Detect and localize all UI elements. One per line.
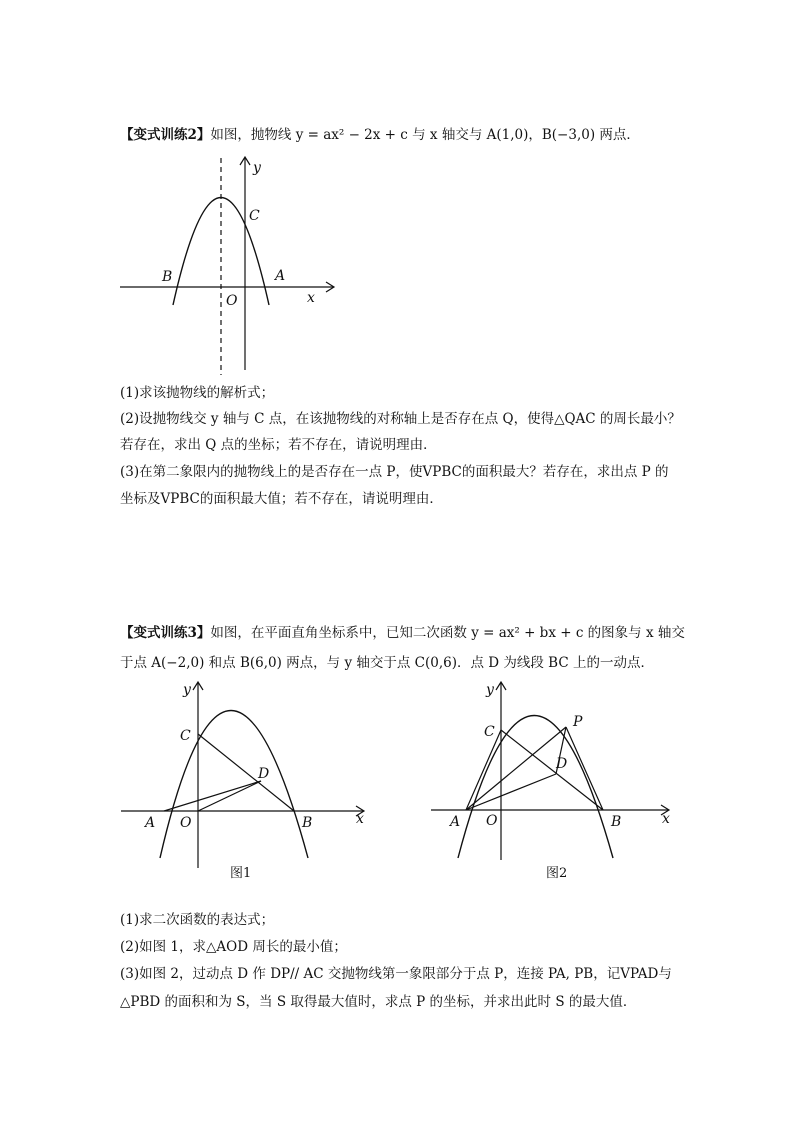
problem2-intro-line: [120, 126, 640, 144]
label-A: A: [145, 815, 156, 831]
problem3-tag: 【变式训练3】: [120, 625, 211, 641]
segment-PB: [566, 727, 603, 810]
problem2-q3a: (3)在第二象限内的抛物线上的是否存在一点 P，使VPBC的面积最大？若存在，求出点 P 的: [120, 464, 669, 480]
problem2-q1: (1)求该抛物线的解析式；: [120, 385, 275, 401]
label-y: y: [253, 160, 261, 176]
segment-CB: [501, 730, 603, 810]
problem3-intro-a: 如图，在平面直角坐标系中，已知二次函数 y = ax² + bx + c 的图象与 x 轴交: [210, 625, 685, 641]
segment-AD: [164, 781, 261, 811]
problem2-q2a: (2)设抛物线交 y 轴与 C 点，在该抛物线的对称轴上是否存在点 Q，使得△QAC 的周长最小？: [120, 411, 681, 427]
label-B: B: [162, 269, 173, 285]
label-B: B: [611, 814, 622, 830]
label-B: B: [302, 815, 313, 831]
label-y: y: [183, 682, 191, 698]
problem3-intro-b: 于点 A(−2,0) 和点 B(6,0) 两点，与 y 轴交于点 C(0,6)．点 D 为线段 BC 上的一动点．: [120, 655, 654, 671]
label-x: x: [356, 811, 364, 827]
label-y: y: [486, 682, 494, 698]
label-A: A: [450, 814, 461, 830]
label-C: C: [484, 724, 495, 740]
problem2-tag: 【变式训练2】: [120, 127, 211, 143]
caption: 图1: [230, 866, 252, 881]
label-C: C: [249, 208, 260, 224]
label-A: A: [275, 268, 286, 284]
label-D: D: [258, 766, 270, 782]
problem2-figure: [115, 150, 345, 380]
problem3-figure2: [428, 678, 688, 888]
label-origin: O: [226, 293, 238, 309]
label-x: x: [307, 290, 315, 306]
problem2-q3b: 坐标及VPBC的面积最大值；若不存在，请说明理由．: [120, 491, 443, 507]
label-origin: O: [180, 815, 192, 831]
label-P: P: [573, 714, 583, 730]
caption: 图2: [546, 866, 568, 881]
problem3-intro-line-a: [120, 624, 685, 642]
problem3-q3a: (3)如图 2，过动点 D 作 DP// AC 交抛物线第一象限部分于点 P，连接 PA, PB，记VPAD与: [120, 966, 672, 982]
segment-OD: [198, 781, 261, 811]
parabola: [458, 716, 613, 859]
label-x: x: [662, 811, 670, 827]
label-C: C: [180, 728, 191, 744]
problem3-q2: (2)如图 1，求△AOD 周长的最小值；: [120, 939, 347, 955]
problem2-intro: 如图，抛物线 y = ax² − 2x + c 与 x 轴交与 A(1,0)，B(−3,0) 两点．: [210, 127, 640, 143]
problem2-q2b: 若存在，求出 Q 点的坐标；若不存在，请说明理由．: [120, 437, 437, 453]
label-D: D: [556, 756, 568, 772]
label-origin: O: [486, 813, 498, 829]
problem3-figure1: [118, 678, 378, 888]
problem3-q3b: △PBD 的面积和为 S，当 S 取得最大值时，求点 P 的坐标，并求出此时 S 的最大值．: [120, 994, 637, 1010]
problem3-q1: (1)求二次函数的表达式；: [120, 912, 275, 928]
